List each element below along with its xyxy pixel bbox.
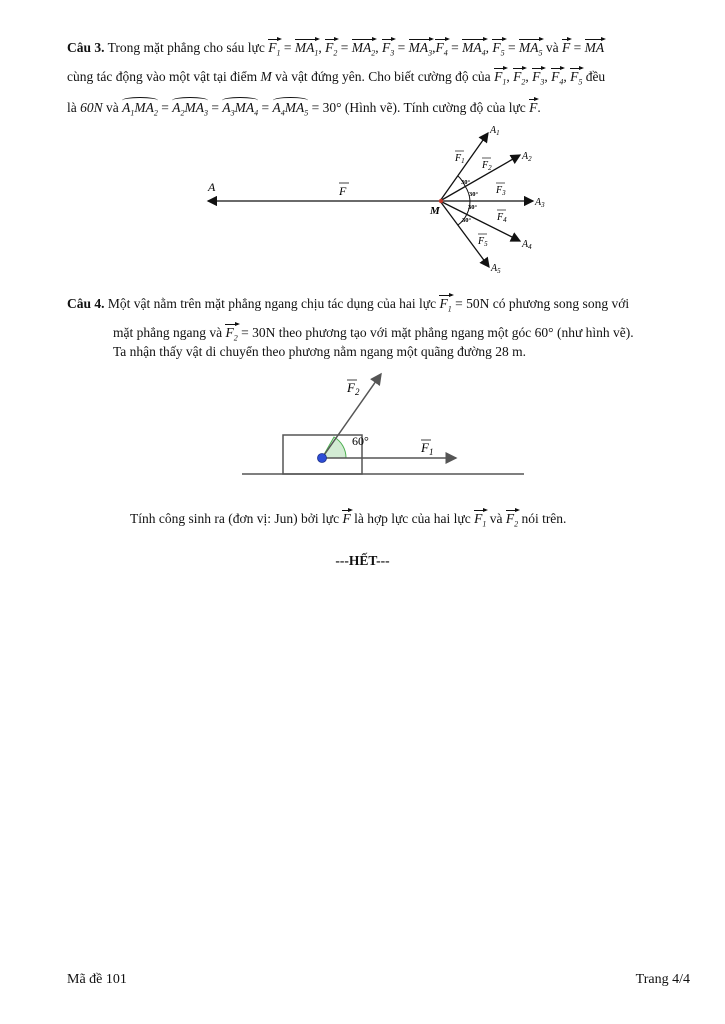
q3-line-3: là 60N và $A_1MA_2 = A_2MA_3 = A_3MA_4 = A_4MA_5 = 30^\circ$ (Hình vẽ). Tính cường độ của lực F. [67, 96, 541, 118]
angle-label-1: 30° [461, 179, 471, 186]
label-F3: $F_3$ [496, 185, 506, 197]
force-F4-arrow [440, 201, 520, 241]
point-object [318, 454, 327, 463]
q4-distance: 28 m. [495, 344, 527, 359]
label-F: F [339, 184, 347, 198]
force-F1-arrow [440, 133, 488, 201]
label-A4: $A_4$ [522, 239, 532, 251]
label-F1: $F_1$ [421, 440, 434, 457]
angle-label-4: 30° [462, 217, 472, 224]
footer-code: Mã đề 101 [67, 972, 127, 987]
label-A: A [208, 180, 216, 194]
label-F2: $F_2$ [482, 160, 492, 172]
q3-line-1: Câu 3. Trong mặt phẳng cho sáu lực $F_1 = MA_1$, $F_2 = MA_2$, $F_3 = MA_3,F_4 = MA_4$, $F_5 = MA_5$ và F = MA [67, 37, 604, 58]
q3-figure [0, 0, 725, 290]
q4-question: Tính công sinh ra (đơn vị: Jun) bởi lực F là hợp lực của hai lực $F_1$ và $F_2$ nói trên. [130, 508, 566, 529]
q4-figure [0, 360, 725, 490]
label-A1: $A_1$ [490, 125, 500, 137]
q4-line-2: mặt phẳng ngang và $F_2 = 30N$ theo phương tạo với mặt phẳng ngang một góc 60° (như hình vẽ). [113, 322, 634, 343]
q3-label: Câu 3. [67, 40, 105, 55]
q4-angle: 60° [534, 325, 554, 340]
footer-page: Trang 4/4 [635, 972, 690, 987]
label-60-deg: 60° [352, 434, 369, 448]
label-A5: $A_5$ [491, 263, 501, 275]
q4-f2-value: = 30N [241, 325, 276, 340]
label-A3: $A_3$ [535, 197, 545, 209]
end-mark: ---HẾT--- [335, 553, 390, 568]
point-M [439, 199, 443, 203]
angle-label-2: 30° [469, 191, 479, 198]
q3-angle: 30° [322, 100, 342, 115]
label-M: M [430, 205, 440, 217]
q4-label: Câu 4. [67, 296, 105, 311]
q4-line-1: Câu 4. Một vật nằm trên mặt phẳng ngang chịu tác dụng của hai lực $F_1 = 50N$ có phương song song với [67, 293, 629, 314]
q4-line-3: Ta nhận thấy vật di chuyển theo phương nằm ngang một quãng đường 28 m. [113, 344, 527, 359]
label-A2: $A_2$ [522, 151, 532, 163]
label-F4: $F_4$ [497, 212, 507, 224]
label-F5: $F_5$ [478, 236, 488, 248]
q3-line-2: cùng tác động vào một vật tại điểm M và vật đứng yên. Cho biết cường độ của $F_1$, $F_2$, $F_3$, $F_4$, $F_5$ đều [67, 66, 605, 87]
angle-label-3: 30° [468, 204, 478, 211]
force-F2-arrow [440, 155, 520, 201]
label-F2: $F_2$ [347, 380, 360, 397]
label-F1: $F_1$ [455, 153, 465, 165]
q3-magnitude: 60N [80, 100, 103, 115]
q4-f1-value: = 50N [455, 296, 490, 311]
